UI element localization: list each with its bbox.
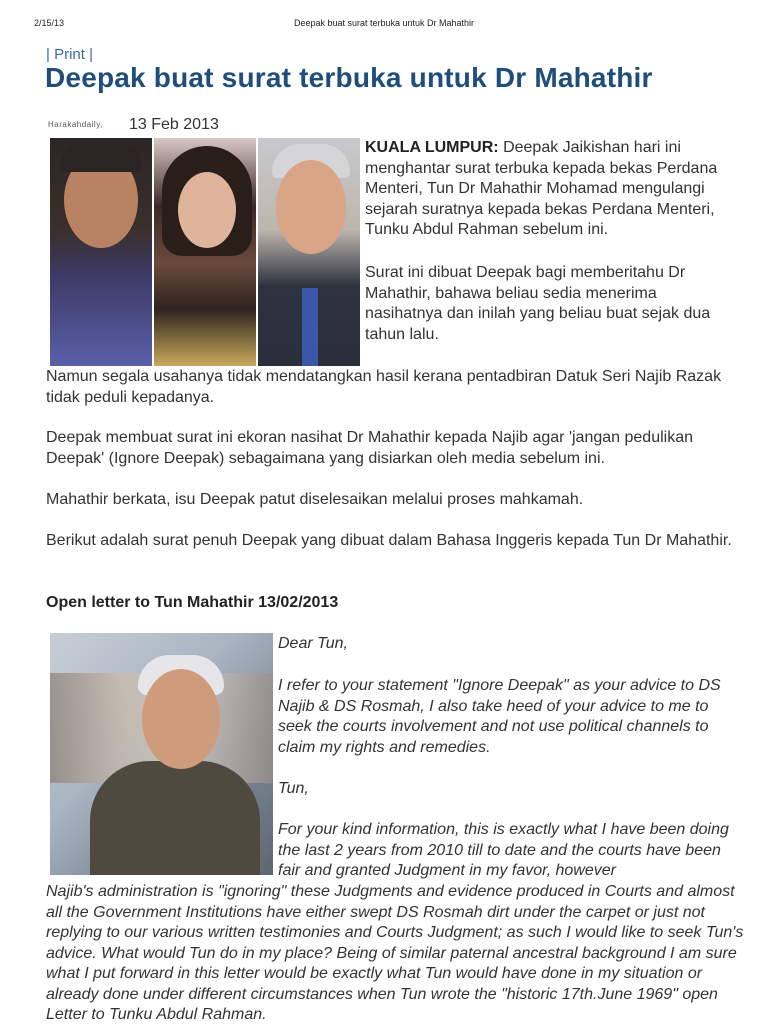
- letter-salutation: Dear Tun,: [278, 635, 348, 652]
- photo-rosmah: [154, 138, 256, 366]
- article-paragraph-4: Deepak membuat surat ini ekoran nasihat Dr Mahathir kepada Najib agar 'jangan pedulikan Deepak' (Ignore Deepak) sebagaimana yang disiarkan oleh media sebelum ini.: [46, 429, 693, 467]
- article-paragraph-3: Namun segala usahanya tidak mendatangkan hasil kerana pentadbiran Datuk Seri Najib Razak tidak peduli kepadanya.: [46, 368, 722, 406]
- print-link[interactable]: | Print |: [46, 46, 93, 63]
- letter-paragraph-3-top: For your kind information, this is exactly what I have been doing the last 2 years from 2010 till to date and the courts have been fair and granted Judgment in my favor, however: [278, 821, 729, 879]
- article-paragraph-6: Berikut adalah surat penuh Deepak yang dibuat dalam Bahasa Inggeris kepada Tun Dr Mahathir.: [46, 532, 732, 549]
- article-paragraph-1: [365, 138, 735, 241]
- photo-face: [142, 669, 220, 769]
- header-date: 2/15/13: [34, 18, 65, 28]
- photo-face: [276, 160, 346, 254]
- article-paragraph-5: Mahathir berkata, isu Deepak patut diselesaikan melalui proses mahkamah.: [46, 491, 584, 508]
- photo-coat: [90, 761, 260, 875]
- letter-paragraph-1: I refer to your statement "Ignore Deepak" as your advice to DS Najib & DS Rosmah, I also take heed of your advice to me to seek the courts involvement and not use political channels to claim my rights and remedies.: [278, 677, 721, 756]
- article-paragraph-2: Surat ini dibuat Deepak bagi memberitahu Dr Mahathir, bahawa beliau sedia menerima nasihatnya dan inilah yang beliau buat sejak dua tahun lalu.: [365, 264, 711, 343]
- letter-heading: Open letter to Tun Mahathir 13/02/2013: [46, 594, 339, 611]
- photo-deepak: [50, 138, 152, 366]
- letter-paragraph-3-bottom: Najib's administration is "ignoring" these Judgments and evidence produced in Courts and almost all the Government Institutions have either swept DS Rosmah dirt under the carpet or just not replying to our various written testimonies and Courts Judgment; as such I would like to seek Tun's advice. What would Tun do in my place? Being of similar paternal ancestral background I am sure what I put forward in this letter would be exactly what Tun would have done in my situation or already done under different circumstances when Tun wrote the "historic 17th.June 1969" open Letter to Tunku Abdul Rahman.: [46, 883, 744, 1023]
- article-title: Deepak buat surat terbuka untuk Dr Mahathir: [45, 62, 653, 93]
- paragraph-1-text: Deepak Jaikishan hari ini menghantar surat terbuka kepada bekas Perdana Menteri, Tun Dr Mahathir Mohamad mengulangi sejarah suratnya kepada bekas Perdana Menteri, Tunku Abdul Rahman sebelum ini.: [365, 139, 718, 238]
- photo-mahathir: [50, 633, 273, 875]
- article-source: Harakahdaily,: [48, 120, 103, 129]
- article-date: 13 Feb 2013: [129, 116, 219, 133]
- photo-hair: [60, 142, 142, 172]
- header-page-title: Deepak buat surat terbuka untuk Dr Mahathir: [293, 18, 475, 28]
- photo-najib: [258, 138, 360, 366]
- lead-location: KUALA LUMPUR:: [365, 139, 499, 156]
- letter-paragraph-2: Tun,: [278, 780, 309, 797]
- photo-tie: [302, 288, 318, 366]
- photo-face: [178, 172, 236, 248]
